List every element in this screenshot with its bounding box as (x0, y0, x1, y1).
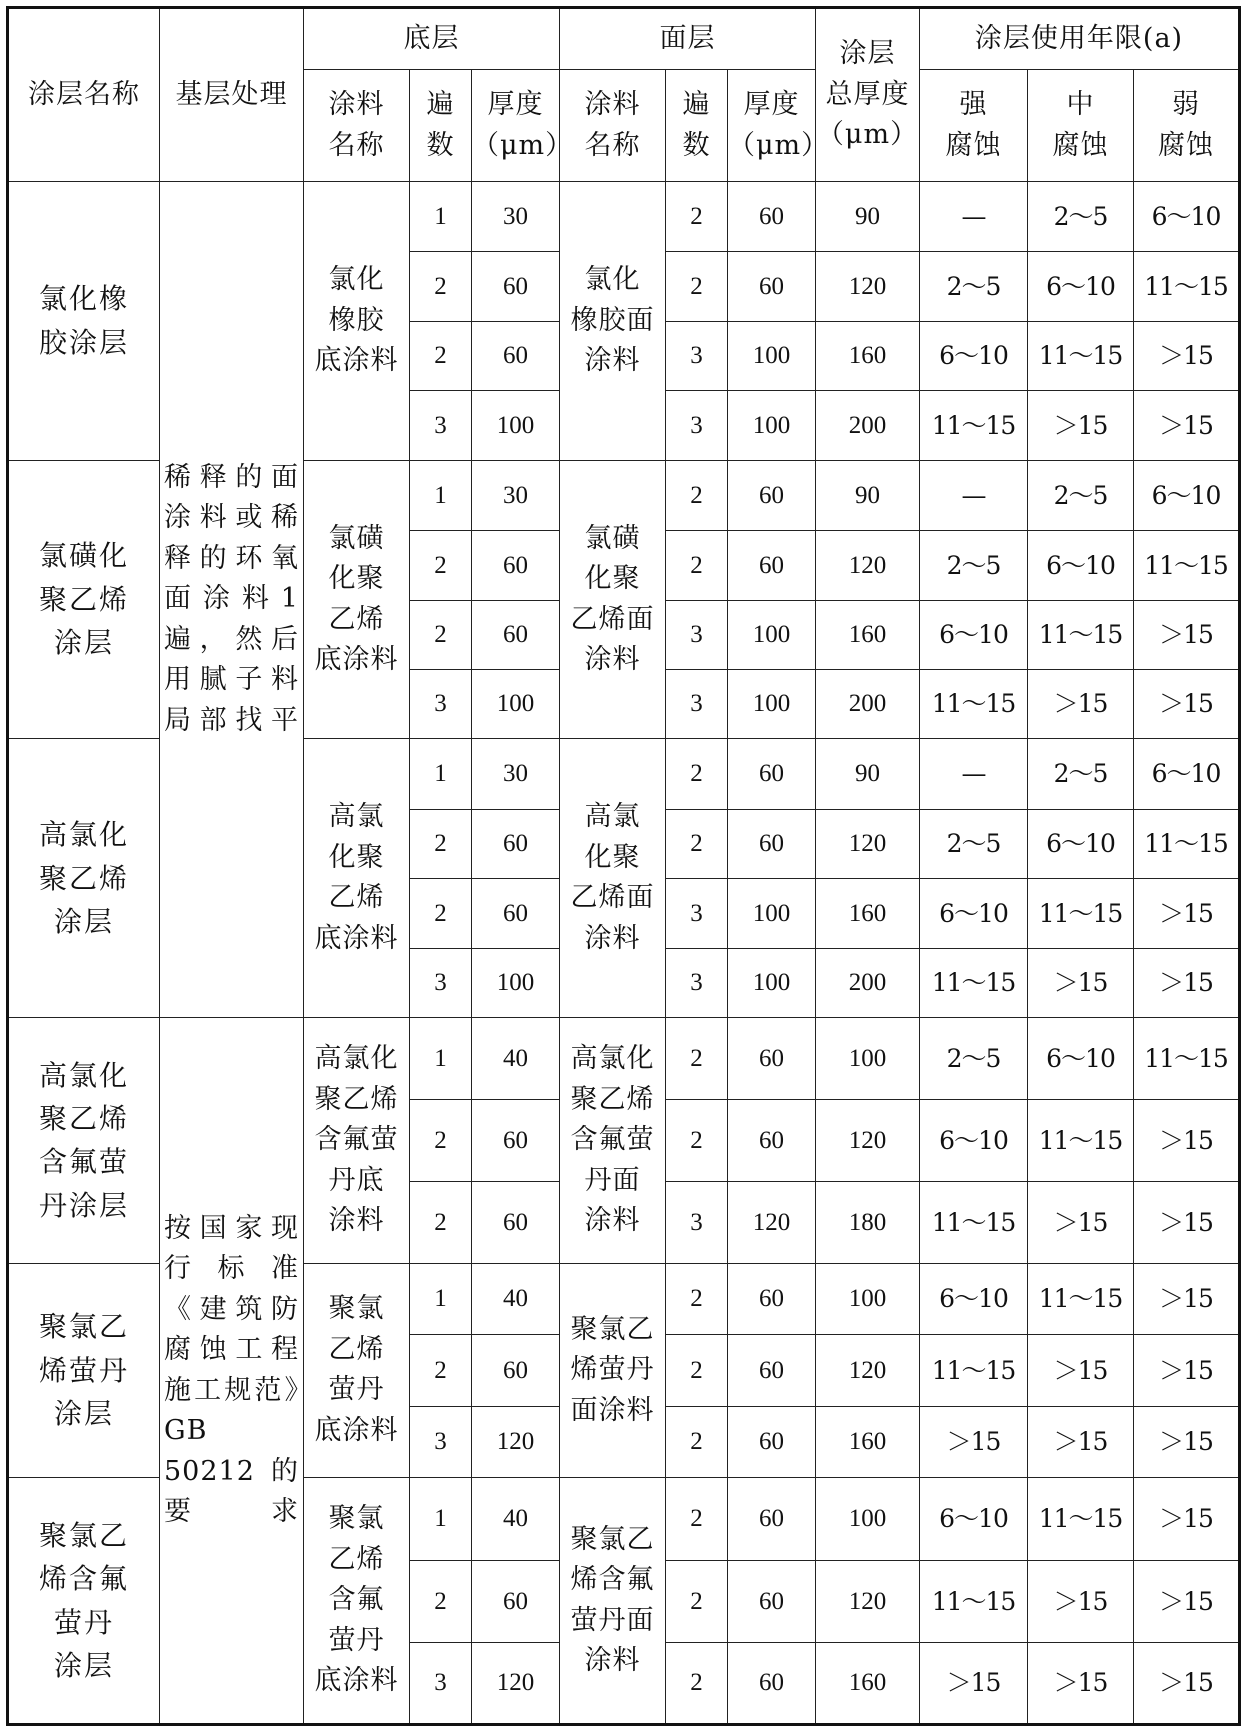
topcoat-paint-name: 高氯化 聚乙烯 含氟萤 丹面 涂料 (560, 1018, 666, 1264)
life-medium-corrosion: ＞15 (1028, 1181, 1134, 1263)
topcoat-coats: 2 (666, 1100, 728, 1182)
life-medium-corrosion: ＞15 (1028, 1642, 1134, 1724)
life-strong-corrosion: 2～5 (920, 531, 1028, 600)
table-row (8, 1018, 1240, 1100)
topcoat-thickness: 60 (728, 1335, 816, 1407)
topcoat-paint-name: 聚氯乙 烯含氟 萤丹面 涂料 (560, 1478, 666, 1725)
primer-thickness: 100 (472, 391, 560, 460)
primer-thickness: 40 (472, 1018, 560, 1100)
life-weak-corrosion: ＞15 (1134, 1181, 1240, 1263)
topcoat-thickness: 60 (728, 1478, 816, 1561)
primer-paint-name: 聚氯 乙烯 萤丹 底涂料 (304, 1263, 410, 1478)
total-thickness: 90 (816, 460, 920, 530)
primer-coats: 3 (410, 1642, 472, 1724)
life-medium-corrosion: 2～5 (1028, 182, 1134, 252)
total-thickness: 160 (816, 321, 920, 390)
coating-name: 高氯化 聚乙烯 含氟萤 丹涂层 (8, 1018, 160, 1264)
header-primer-paint-name: 涂料 名称 (304, 70, 410, 182)
total-thickness: 120 (816, 252, 920, 321)
primer-thickness: 40 (472, 1263, 560, 1335)
life-weak-corrosion: ＞15 (1134, 1100, 1240, 1182)
life-strong-corrosion: 11～15 (920, 1181, 1028, 1263)
life-strong-corrosion: 6～10 (920, 1100, 1028, 1182)
header-base-treatment: 基层处理 (160, 8, 304, 182)
life-weak-corrosion: ＞15 (1134, 1478, 1240, 1561)
primer-coats: 2 (410, 252, 472, 321)
life-medium-corrosion: 6～10 (1028, 252, 1134, 321)
primer-thickness: 60 (472, 879, 560, 948)
topcoat-coats: 3 (666, 391, 728, 460)
life-strong-corrosion: 6～10 (920, 321, 1028, 390)
topcoat-coats: 2 (666, 1561, 728, 1643)
primer-thickness: 100 (472, 948, 560, 1017)
primer-paint-name: 高氯化 聚乙烯 含氟萤 丹底 涂料 (304, 1018, 410, 1264)
header-row-1 (8, 8, 1240, 70)
primer-coats: 1 (410, 1263, 472, 1335)
primer-coats: 2 (410, 1335, 472, 1407)
life-medium-corrosion: ＞15 (1028, 1335, 1134, 1407)
primer-coats: 2 (410, 1181, 472, 1263)
life-strong-corrosion: 11～15 (920, 391, 1028, 460)
life-medium-corrosion: 11～15 (1028, 879, 1134, 948)
coating-name: 氯化橡 胶涂层 (8, 182, 160, 461)
total-thickness: 100 (816, 1478, 920, 1561)
life-weak-corrosion: 6～10 (1134, 460, 1240, 530)
primer-thickness: 120 (472, 1406, 560, 1478)
header-service-life: 涂层使用年限(a) (920, 8, 1240, 70)
life-medium-corrosion: 11～15 (1028, 1478, 1134, 1561)
header-total-thickness: 涂层 总厚度 （μm） (816, 8, 920, 182)
life-medium-corrosion: 6～10 (1028, 1018, 1134, 1100)
header-topcoat-paint-name: 涂料 名称 (560, 70, 666, 182)
primer-paint-name: 氯磺 化聚 乙烯 底涂料 (304, 460, 410, 739)
primer-coats: 2 (410, 879, 472, 948)
primer-thickness: 40 (472, 1478, 560, 1561)
table-body (8, 182, 1240, 1725)
life-weak-corrosion: ＞15 (1134, 1561, 1240, 1643)
topcoat-coats: 2 (666, 252, 728, 321)
total-thickness: 160 (816, 1406, 920, 1478)
total-thickness: 120 (816, 1335, 920, 1407)
topcoat-thickness: 60 (728, 1642, 816, 1724)
topcoat-coats: 2 (666, 182, 728, 252)
life-strong-corrosion: — (920, 460, 1028, 530)
primer-thickness: 60 (472, 1561, 560, 1643)
life-weak-corrosion: ＞15 (1134, 1335, 1240, 1407)
total-thickness: 160 (816, 600, 920, 669)
total-thickness: 100 (816, 1018, 920, 1100)
primer-thickness: 30 (472, 182, 560, 252)
topcoat-thickness: 120 (728, 1181, 816, 1263)
topcoat-coats: 3 (666, 600, 728, 669)
topcoat-thickness: 60 (728, 809, 816, 878)
topcoat-thickness: 60 (728, 460, 816, 530)
life-medium-corrosion: 11～15 (1028, 600, 1134, 669)
topcoat-paint-name: 氯磺 化聚 乙烯面 涂料 (560, 460, 666, 739)
total-thickness: 120 (816, 1561, 920, 1643)
coating-life-table-sheet (6, 6, 1238, 1726)
primer-coats: 1 (410, 182, 472, 252)
topcoat-coats: 2 (666, 460, 728, 530)
topcoat-thickness: 60 (728, 182, 816, 252)
topcoat-thickness: 60 (728, 252, 816, 321)
life-strong-corrosion: — (920, 182, 1028, 252)
total-thickness: 90 (816, 739, 920, 809)
life-weak-corrosion: ＞15 (1134, 321, 1240, 390)
topcoat-coats: 2 (666, 1018, 728, 1100)
primer-coats: 1 (410, 460, 472, 530)
topcoat-thickness: 100 (728, 391, 816, 460)
primer-coats: 2 (410, 1561, 472, 1643)
life-medium-corrosion: 11～15 (1028, 1100, 1134, 1182)
header-topcoat-group: 面层 (560, 8, 816, 70)
primer-thickness: 60 (472, 1100, 560, 1182)
life-medium-corrosion: 11～15 (1028, 321, 1134, 390)
primer-thickness: 60 (472, 1335, 560, 1407)
primer-coats: 3 (410, 1406, 472, 1478)
life-medium-corrosion: 6～10 (1028, 531, 1134, 600)
life-weak-corrosion: ＞15 (1134, 1263, 1240, 1335)
topcoat-coats: 2 (666, 531, 728, 600)
life-strong-corrosion: 6～10 (920, 600, 1028, 669)
life-weak-corrosion: ＞15 (1134, 391, 1240, 460)
life-medium-corrosion: ＞15 (1028, 391, 1134, 460)
life-strong-corrosion: 2～5 (920, 809, 1028, 878)
life-strong-corrosion: ＞15 (920, 1642, 1028, 1724)
header-primer-group: 底层 (304, 8, 560, 70)
life-weak-corrosion: 11～15 (1134, 531, 1240, 600)
topcoat-thickness: 60 (728, 1263, 816, 1335)
total-thickness: 200 (816, 670, 920, 739)
total-thickness: 120 (816, 1100, 920, 1182)
header-primer-coats: 遍 数 (410, 70, 472, 182)
topcoat-thickness: 100 (728, 670, 816, 739)
life-weak-corrosion: ＞15 (1134, 600, 1240, 669)
topcoat-coats: 2 (666, 739, 728, 809)
life-strong-corrosion: 2～5 (920, 252, 1028, 321)
table-row (8, 182, 1240, 252)
topcoat-coats: 3 (666, 879, 728, 948)
primer-coats: 1 (410, 739, 472, 809)
topcoat-coats: 3 (666, 670, 728, 739)
life-weak-corrosion: 6～10 (1134, 739, 1240, 809)
life-medium-corrosion: ＞15 (1028, 1561, 1134, 1643)
total-thickness: 200 (816, 391, 920, 460)
life-strong-corrosion: 11～15 (920, 670, 1028, 739)
topcoat-thickness: 60 (728, 1100, 816, 1182)
primer-coats: 2 (410, 600, 472, 669)
topcoat-coats: 2 (666, 1478, 728, 1561)
primer-coats: 2 (410, 809, 472, 878)
life-strong-corrosion: — (920, 739, 1028, 809)
header-coating-name: 涂层名称 (8, 8, 160, 182)
life-medium-corrosion: ＞15 (1028, 670, 1134, 739)
topcoat-thickness: 100 (728, 600, 816, 669)
coating-name: 聚氯乙 烯萤丹 涂层 (8, 1263, 160, 1478)
life-strong-corrosion: 6～10 (920, 879, 1028, 948)
topcoat-paint-name: 聚氯乙 烯萤丹 面涂料 (560, 1263, 666, 1478)
life-weak-corrosion: 11～15 (1134, 809, 1240, 878)
topcoat-coats: 2 (666, 809, 728, 878)
primer-paint-name: 氯化 橡胶 底涂料 (304, 182, 410, 461)
total-thickness: 160 (816, 879, 920, 948)
topcoat-paint-name: 氯化 橡胶面 涂料 (560, 182, 666, 461)
topcoat-thickness: 60 (728, 1561, 816, 1643)
primer-thickness: 100 (472, 670, 560, 739)
life-strong-corrosion: 11～15 (920, 1335, 1028, 1407)
primer-coats: 2 (410, 531, 472, 600)
header-medium-corrosion: 中 腐蚀 (1028, 70, 1134, 182)
primer-thickness: 30 (472, 460, 560, 530)
topcoat-thickness: 60 (728, 1018, 816, 1100)
primer-coats: 1 (410, 1018, 472, 1100)
coating-name: 氯磺化 聚乙烯 涂层 (8, 460, 160, 739)
topcoat-thickness: 100 (728, 321, 816, 390)
header-topcoat-thickness: 厚度 （μm） (728, 70, 816, 182)
primer-thickness: 60 (472, 252, 560, 321)
primer-coats: 3 (410, 670, 472, 739)
topcoat-thickness: 60 (728, 1406, 816, 1478)
life-weak-corrosion: ＞15 (1134, 879, 1240, 948)
primer-coats: 2 (410, 321, 472, 390)
total-thickness: 100 (816, 1263, 920, 1335)
life-strong-corrosion: 6～10 (920, 1478, 1028, 1561)
life-medium-corrosion: 6～10 (1028, 809, 1134, 878)
life-strong-corrosion: 6～10 (920, 1263, 1028, 1335)
topcoat-coats: 2 (666, 1406, 728, 1478)
primer-coats: 3 (410, 391, 472, 460)
total-thickness: 180 (816, 1181, 920, 1263)
topcoat-thickness: 60 (728, 739, 816, 809)
header-strong-corrosion: 强 腐蚀 (920, 70, 1028, 182)
primer-paint-name: 高氯 化聚 乙烯 底涂料 (304, 739, 410, 1018)
topcoat-thickness: 60 (728, 531, 816, 600)
life-weak-corrosion: ＞15 (1134, 1406, 1240, 1478)
coating-name: 聚氯乙 烯含氟 萤丹 涂层 (8, 1478, 160, 1725)
primer-thickness: 120 (472, 1642, 560, 1724)
topcoat-coats: 2 (666, 1642, 728, 1724)
primer-thickness: 60 (472, 600, 560, 669)
topcoat-thickness: 100 (728, 879, 816, 948)
primer-paint-name: 聚氯 乙烯 含氟 萤丹 底涂料 (304, 1478, 410, 1725)
total-thickness: 160 (816, 1642, 920, 1724)
header-weak-corrosion: 弱 腐蚀 (1134, 70, 1240, 182)
topcoat-coats: 3 (666, 1181, 728, 1263)
life-weak-corrosion: ＞15 (1134, 670, 1240, 739)
total-thickness: 120 (816, 809, 920, 878)
life-medium-corrosion: 11～15 (1028, 1263, 1134, 1335)
life-strong-corrosion: 2～5 (920, 1018, 1028, 1100)
base-treatment: 稀释的面涂料或稀释的环氧面涂料1遍，然后用腻子料局部找平 (160, 182, 304, 1018)
coating-name: 高氯化 聚乙烯 涂层 (8, 739, 160, 1018)
life-weak-corrosion: 11～15 (1134, 252, 1240, 321)
life-strong-corrosion: 11～15 (920, 948, 1028, 1017)
primer-coats: 2 (410, 1100, 472, 1182)
topcoat-thickness: 100 (728, 948, 816, 1017)
topcoat-coats: 2 (666, 1263, 728, 1335)
header-primer-thickness: 厚度 （μm） (472, 70, 560, 182)
life-weak-corrosion: 6～10 (1134, 182, 1240, 252)
life-medium-corrosion: ＞15 (1028, 1406, 1134, 1478)
primer-thickness: 60 (472, 531, 560, 600)
total-thickness: 90 (816, 182, 920, 252)
primer-coats: 3 (410, 948, 472, 1017)
life-weak-corrosion: 11～15 (1134, 1018, 1240, 1100)
topcoat-paint-name: 高氯 化聚 乙烯面 涂料 (560, 739, 666, 1018)
primer-thickness: 60 (472, 321, 560, 390)
primer-coats: 1 (410, 1478, 472, 1561)
life-medium-corrosion: 2～5 (1028, 739, 1134, 809)
life-medium-corrosion: ＞15 (1028, 948, 1134, 1017)
coating-life-table (6, 6, 1241, 1726)
base-treatment: 按国家现行标准《建筑防腐蚀工程施工规范》GB 50212的要求 (160, 1018, 304, 1725)
life-strong-corrosion: 11～15 (920, 1561, 1028, 1643)
primer-thickness: 60 (472, 809, 560, 878)
primer-thickness: 30 (472, 739, 560, 809)
life-weak-corrosion: ＞15 (1134, 1642, 1240, 1724)
header-topcoat-coats: 遍 数 (666, 70, 728, 182)
topcoat-coats: 2 (666, 1335, 728, 1407)
total-thickness: 120 (816, 531, 920, 600)
topcoat-coats: 3 (666, 948, 728, 1017)
life-medium-corrosion: 2～5 (1028, 460, 1134, 530)
life-strong-corrosion: ＞15 (920, 1406, 1028, 1478)
primer-thickness: 60 (472, 1181, 560, 1263)
total-thickness: 200 (816, 948, 920, 1017)
life-weak-corrosion: ＞15 (1134, 948, 1240, 1017)
topcoat-coats: 3 (666, 321, 728, 390)
